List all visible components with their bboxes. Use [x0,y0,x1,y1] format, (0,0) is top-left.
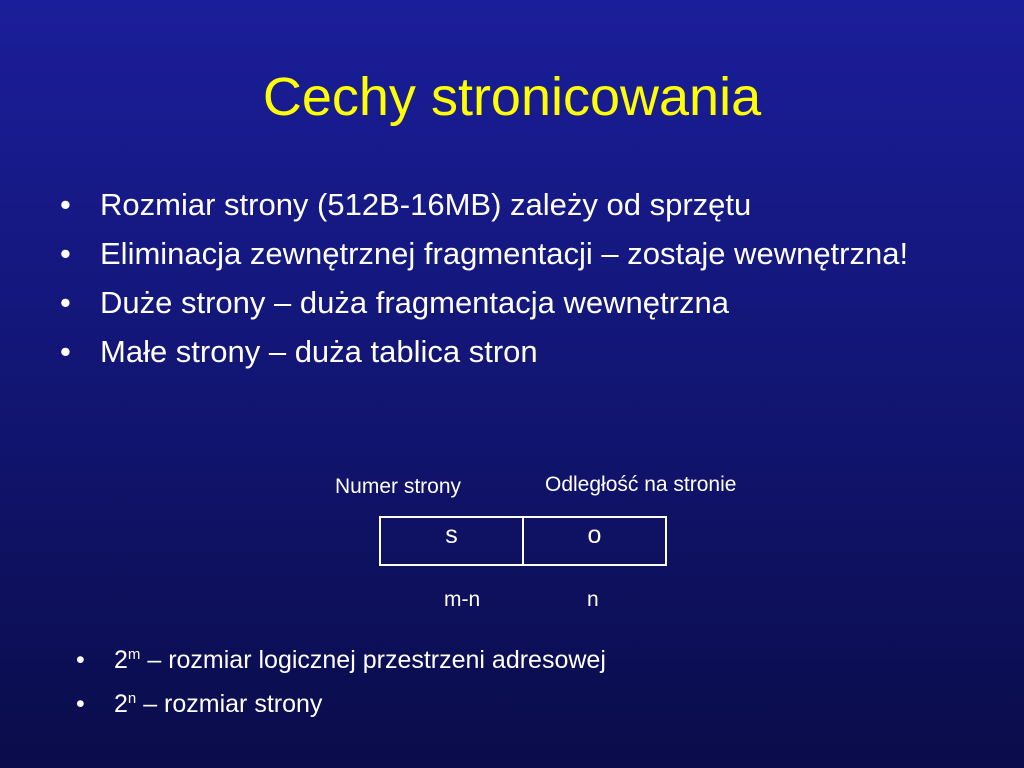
bullet-item [60,233,980,274]
address-diagram [379,516,667,566]
offset-label: Odległość na stronie [545,473,737,496]
bullet-list [60,184,980,380]
note-text: – rozmiar strony [136,690,323,718]
note-base: 2 [114,646,128,674]
note-list [76,643,606,731]
note-exponent: m [127,646,141,663]
bullet-dot-icon: • [60,334,71,369]
bullet-dot-icon: • [60,187,71,222]
note-exponent: n [127,690,137,707]
offset-bits-label: n [587,588,599,611]
bullet-dot-icon: • [60,236,71,271]
bullet-text: Małe strony – duża tablica stron [100,334,538,369]
bullet-dot-icon: • [76,646,85,674]
note-text: – rozmiar logicznej przestrzeni adresowej [140,646,606,674]
page-cell: s [445,521,458,549]
note-item [76,687,606,721]
slide-title: Cechy stronicowania [262,67,762,127]
bullet-dot-icon: • [60,285,71,320]
bullet-dot-icon: • [76,690,85,718]
page-number-label: Numer strony [335,475,462,498]
bullet-text: Eliminacja zewnętrznej fragmentacji – zostaje wewnętrzna! [100,236,909,271]
note-base: 2 [114,690,128,718]
bullet-item [60,282,980,323]
offset-cell: o [522,518,665,564]
bullet-item [60,331,980,372]
bullet-text: Duże strony – duża fragmentacja wewnętrzna [100,285,729,320]
bullet-item [60,184,980,225]
page-bits-label: m-n [444,588,481,611]
note-item [76,643,606,677]
bullet-text: Rozmiar strony (512B-16MB) zależy od sprzętu [100,187,752,222]
